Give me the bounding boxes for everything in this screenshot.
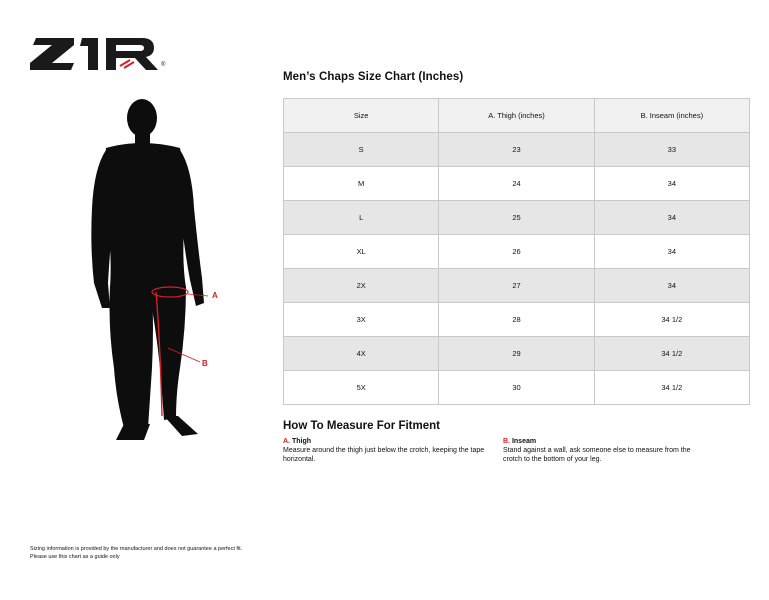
cell-inseam: 34 (594, 269, 749, 303)
measure-title: How To Measure For Fitment (283, 420, 440, 432)
table-row (284, 235, 750, 269)
cell-size: XL (284, 235, 439, 269)
table-row (284, 337, 750, 371)
cell-size: 2X (284, 269, 439, 303)
figure-label-b: B (202, 359, 208, 368)
thigh-instructions (283, 437, 488, 464)
figure-silhouette (80, 98, 230, 443)
inseam-text: Stand against a wall, ask someone else to measure from the crotch to the bottom of your leg. (503, 447, 691, 463)
z1r-logo (30, 38, 170, 70)
cell-inseam: 34 (594, 235, 749, 269)
thigh-text: Measure around the thigh just below the crotch, keeping the tape horizontal. (283, 447, 485, 463)
cell-size: 5X (284, 371, 439, 405)
cell-size: 3X (284, 303, 439, 337)
chart-title: Men’s Chaps Size Chart (Inches) (283, 71, 464, 83)
table-row (284, 269, 750, 303)
disclaimer (30, 545, 290, 561)
table-row (284, 167, 750, 201)
cell-thigh: 29 (439, 337, 594, 371)
cell-inseam: 34 1/2 (594, 303, 749, 337)
thigh-label: Thigh (291, 438, 312, 445)
cell-size: M (284, 167, 439, 201)
inseam-letter: B. (503, 438, 510, 445)
inseam-heading (503, 437, 708, 446)
cell-size: L (284, 201, 439, 235)
registered-mark: ® (161, 62, 166, 68)
cell-inseam: 34 (594, 201, 749, 235)
thigh-heading (283, 437, 488, 446)
cell-thigh: 27 (439, 269, 594, 303)
cell-inseam: 34 (594, 167, 749, 201)
cell-inseam: 33 (594, 133, 749, 167)
header-thigh: A. Thigh (inches) (439, 99, 594, 133)
table-row (284, 371, 750, 405)
size-chart-table (283, 98, 750, 405)
thigh-letter: A. (283, 438, 290, 445)
header-inseam: B. Inseam (inches) (594, 99, 749, 133)
table-row (284, 303, 750, 337)
cell-inseam: 34 1/2 (594, 371, 749, 405)
cell-thigh: 23 (439, 133, 594, 167)
table-row (284, 201, 750, 235)
cell-thigh: 28 (439, 303, 594, 337)
cell-size: 4X (284, 337, 439, 371)
header-size: Size (284, 99, 439, 133)
cell-size: S (284, 133, 439, 167)
inseam-instructions (503, 437, 708, 464)
disclaimer-line-1: Sizing information is provided by the manufacturer and does not guarantee a perfect fit. (30, 546, 243, 552)
cell-thigh: 30 (439, 371, 594, 405)
disclaimer-line-2: Please use this chart as a guide only (30, 554, 120, 560)
figure-label-a: A (212, 291, 218, 300)
cell-thigh: 25 (439, 201, 594, 235)
cell-inseam: 34 1/2 (594, 337, 749, 371)
inseam-label: Inseam (511, 438, 537, 445)
cell-thigh: 26 (439, 235, 594, 269)
table-row (284, 133, 750, 167)
table-header-row (284, 99, 750, 133)
cell-thigh: 24 (439, 167, 594, 201)
